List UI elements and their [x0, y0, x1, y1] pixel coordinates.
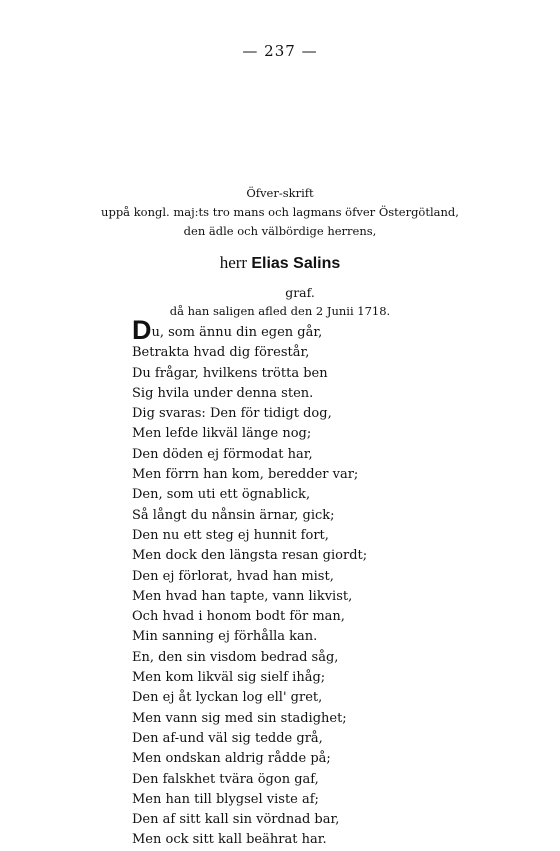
- poem-line: Den falskhet tvära ögon gaf,: [132, 771, 319, 787]
- poem-line: Men hvad han tapte, vann likvist,: [132, 588, 353, 604]
- poem-first-line: u, som ännu din egen går,: [151, 325, 323, 340]
- name-prefix: herr: [219, 253, 248, 272]
- poem-line: Dig svaras: Den för tidigt dog,: [132, 406, 332, 422]
- poem-line: Sig hvila under denna sten.: [132, 385, 314, 401]
- heading-honorific: den ädle och välbördige herrens,: [183, 224, 377, 238]
- poem-line: Men lefde likväl länge nog;: [132, 426, 312, 442]
- poem-line: Den af sitt kall sin vördnad bar,: [132, 812, 340, 828]
- person-name: Elias Salins: [251, 255, 341, 272]
- heading-title: Öfver-skrift: [246, 186, 314, 200]
- page-number: — 237 —: [242, 42, 318, 60]
- poem-heading: [0, 184, 560, 321]
- poem-line: Den döden ej förmodat har,: [132, 446, 313, 462]
- poem-line: Du frågar, hvilkens trötta ben: [132, 365, 328, 381]
- heading-subtitle: uppå kongl. maj:ts tro mans och lagmans öfver Östergötland,: [101, 205, 459, 219]
- poem-line: Den, som uti ett ögnablick,: [132, 487, 311, 503]
- poem-line: Den nu ett steg ej hunnit fort,: [132, 527, 329, 543]
- poem-initial: D: [132, 315, 152, 345]
- poem-line: Men ondskan aldrig rådde på;: [132, 751, 331, 767]
- heading-graf: graf.: [285, 285, 315, 300]
- poem-line: Men ock sitt kall beährat har.: [132, 832, 327, 848]
- poem-line: Men han till blygsel viste af;: [132, 791, 319, 807]
- poem-line: Betrakta hvad dig förestår,: [132, 345, 310, 361]
- poem-line: Och hvad i honom bodt för man,: [132, 609, 345, 625]
- poem-line: Min sanning ej förhålla kan.: [132, 629, 318, 645]
- poem-line: Men vann sig med sin stadighet;: [132, 710, 347, 726]
- poem-line: Men kom likväl sig sielf ihåg;: [132, 670, 326, 686]
- poem-line: Men dock den längsta resan giordt;: [132, 548, 368, 564]
- poem-line: [132, 315, 532, 345]
- poem-line: Men förrn han kom, beredder var;: [132, 467, 359, 483]
- poem-line: Den ej förlorat, hvad han mist,: [132, 568, 334, 584]
- poem-line: Den af-und väl sig tedde grå,: [132, 730, 323, 746]
- poem-line: En, den sin visdom bedrad såg,: [132, 649, 339, 665]
- poem-body: [132, 315, 532, 851]
- poem-line: Den ej åt lyckan log ell' gret,: [132, 690, 323, 706]
- poem-line: Så långt du nånsin ärnar, gick;: [132, 507, 335, 523]
- heading-name-line: [0, 252, 560, 275]
- heading-occasion: då han saligen afled den 2 Junii 1718.: [169, 304, 391, 318]
